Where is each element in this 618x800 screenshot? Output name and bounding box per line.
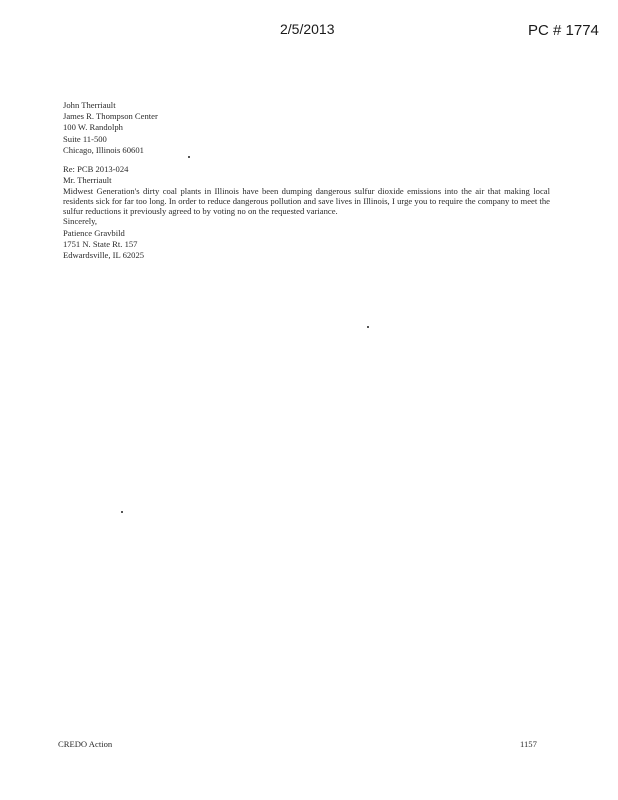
letter bbox=[63, 100, 553, 269]
recipient-name: John Therriault bbox=[63, 100, 116, 110]
recipient-street: 100 W. Randolph bbox=[63, 122, 123, 133]
footer-page-number: 1157 bbox=[520, 739, 537, 749]
scan-speck bbox=[367, 326, 369, 328]
sender-street: 1751 N. State Rt. 157 bbox=[63, 238, 138, 249]
letter-body: Midwest Generation's dirty coal plants in Illinois have been dumping dangerous sulfur dioxide emissions into the air that making local residents sick for far too long. In order to reduce dangerous pollution and save lives in Illinois, I urge you to require the company to meet the sulfur reductions it previously agreed to by voting no on the requested variance. bbox=[63, 186, 550, 217]
scan-speck bbox=[121, 511, 123, 513]
sender-address bbox=[63, 228, 553, 262]
recipient-address bbox=[63, 100, 553, 156]
footer-source: CREDO Action bbox=[58, 739, 113, 749]
stamp-pc-number: PC # 1774 bbox=[528, 22, 599, 39]
sender-name: Patience Gravbild bbox=[63, 227, 125, 238]
recipient-suite: Suite 11-500 bbox=[63, 133, 107, 144]
salutation: Mr. Therriault bbox=[63, 175, 112, 186]
recipient-building: James R. Thompson Center bbox=[63, 111, 158, 122]
recipient-city: Chicago, Illinois 60601 bbox=[63, 144, 144, 155]
stamp-date: 2/5/2013 bbox=[280, 21, 335, 37]
closing: Sincerely, bbox=[63, 216, 98, 227]
re-line: Re: PCB 2013-024 bbox=[63, 164, 129, 175]
sender-city: Edwardsville, IL 62025 bbox=[63, 250, 145, 261]
scan-speck bbox=[188, 156, 190, 158]
